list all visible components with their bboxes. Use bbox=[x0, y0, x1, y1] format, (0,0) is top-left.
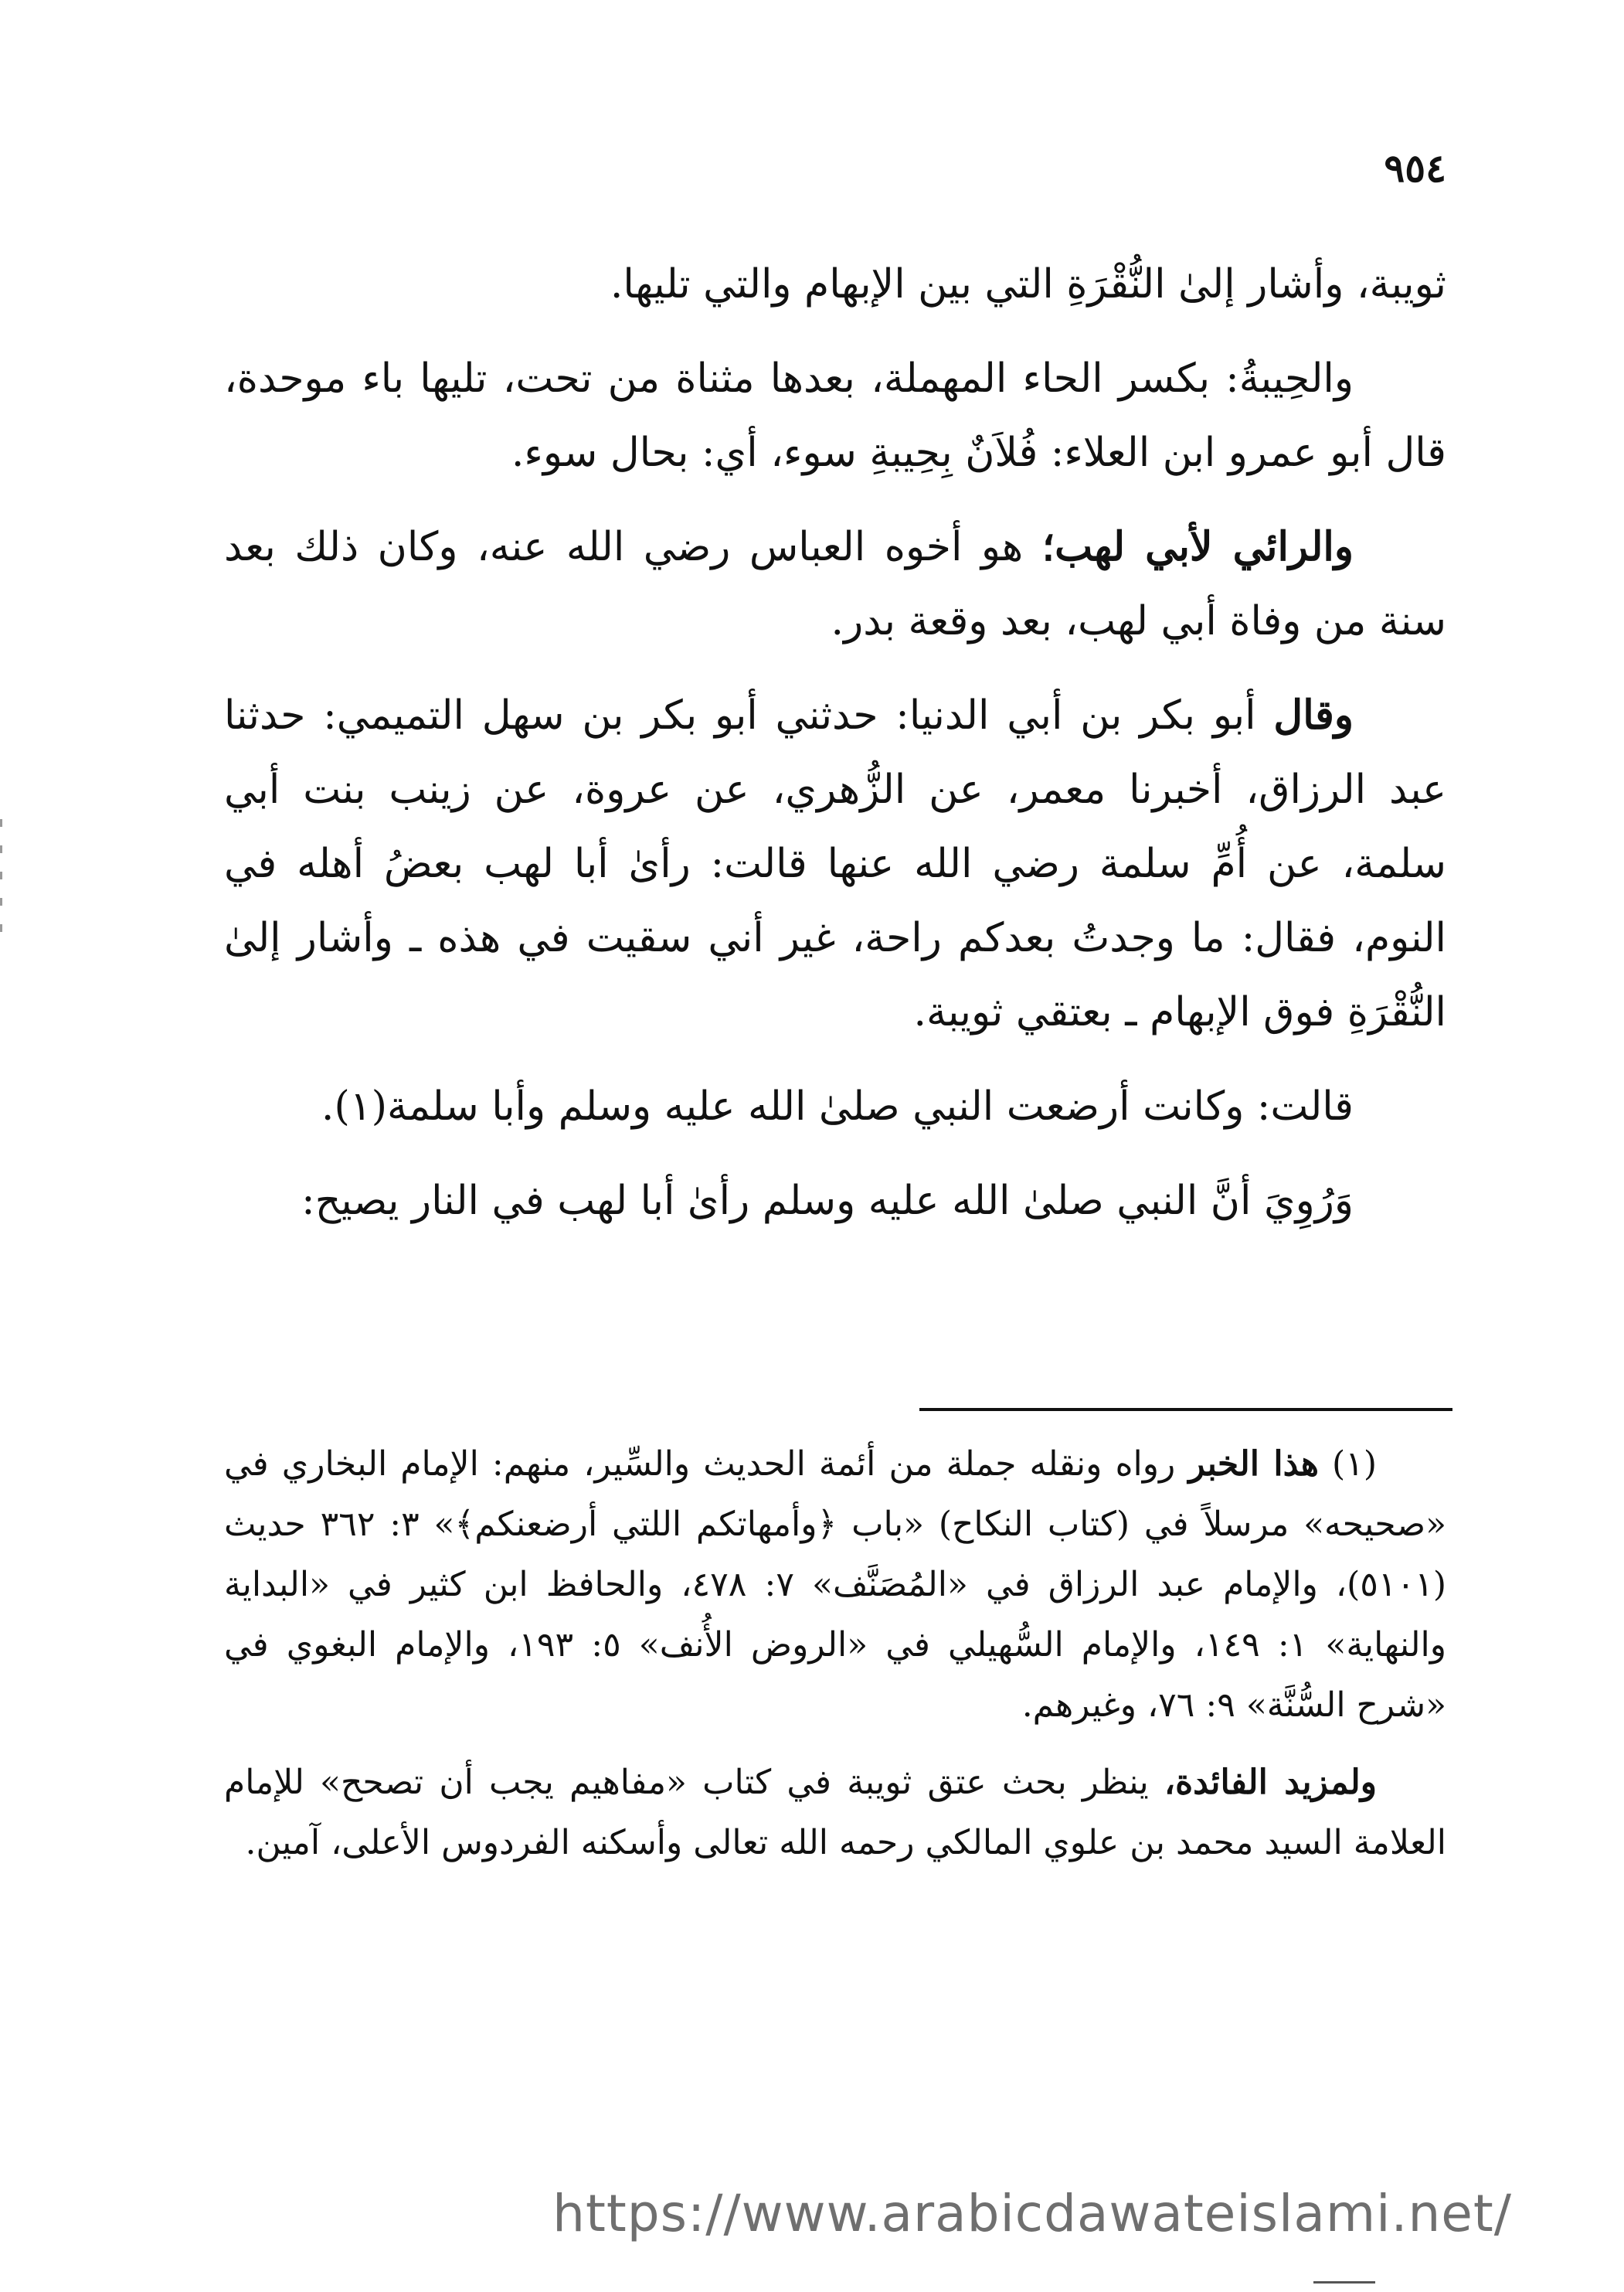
paragraph-text: هو أخوه العباس رضي الله عنه، وكان ذلك بعد سنة من وفاة أبي لهب، بعد وقعة بدر. bbox=[224, 524, 1446, 644]
paragraph bbox=[224, 510, 1446, 658]
footnote-lead: هذا الخبر bbox=[1188, 1444, 1319, 1484]
paragraph bbox=[224, 247, 1446, 321]
footnotes bbox=[224, 1434, 1446, 1890]
bottom-line-mark bbox=[1313, 2281, 1375, 2283]
paragraph-text: أبو بكر بن أبي الدنيا: حدثني أبو بكر بن سهل التميمي: حدثنا عبد الرزاق، أخبرنا معمر، عن الزُّهري، عن عروة، عن زينب بنت أبي سلمة، عن أُمِّ سلمة رضي الله عنها قالت: رأىٰ أبا لهب بعضُ أهله في النوم، فقال: ما وجدتُ بعدكم راحة، غير أني سقيت في هذه ـ وأشار إلىٰ النُّقْرَةِ فوق الإبهام ـ بعتقي ثويبة. bbox=[224, 692, 1446, 1035]
scan-dot bbox=[0, 872, 2, 879]
footnote-text: رواه ونقله جملة من أئمة الحديث والسِّير، منهم: الإمام البخاري في «صحيحه» مرسلاً في (كتاب النكاح) «باب ﴿وأمهاتكم اللتي أرضعنكم﴾» ٣: ٣٦٢ حديث (٥١٠١)، والإمام عبد الرزاق في «المُصَنَّف» ٧: ٤٧٨، والحافظ ابن كثير في «البداية والنهاية» ١: ١٤٩، والإمام السُّهيلي في «الروض الأُنف» ٥: ١٩٣، والإمام البغوي في «شرح السُّنَّة» ٩: ٧٦، وغيرهم. bbox=[224, 1444, 1447, 1725]
footnote bbox=[224, 1434, 1446, 1736]
paragraph bbox=[224, 678, 1446, 1049]
main-text bbox=[224, 247, 1446, 1258]
footnote-separator bbox=[919, 1408, 1452, 1411]
scan-dot bbox=[0, 819, 2, 827]
paragraph bbox=[224, 1069, 1446, 1144]
paragraph-lead: والرائي لأبي لهب؛ bbox=[1041, 523, 1354, 570]
scan-margin-marks bbox=[0, 819, 5, 974]
scan-dot bbox=[0, 924, 2, 932]
watermark-url: https://www.arabicdawateislami.net/ bbox=[552, 2184, 1512, 2243]
scan-dot bbox=[0, 845, 2, 853]
page-number: ٩٥٤ bbox=[1384, 145, 1446, 191]
paragraph-lead: وقال bbox=[1273, 692, 1354, 739]
footnote-marker: (١) bbox=[1332, 1444, 1377, 1484]
paragraph-text: والحِيبةُ: بكسر الحاء المهملة، بعدها مثناة من تحت، تليها باء موحدة، قال أبو عمرو ابن العلاء: فُلاَنٌ بِحِيبةِ سوء، أي: بحال سوء. bbox=[224, 355, 1446, 476]
paragraph bbox=[224, 1164, 1446, 1238]
footnote bbox=[224, 1753, 1446, 1873]
paragraph bbox=[224, 342, 1446, 490]
paragraph-text: وَرُوِيَ أنَّ النبي صلىٰ الله عليه وسلم رأىٰ أبا لهب في النار يصيح: bbox=[301, 1178, 1354, 1224]
scan-dot bbox=[0, 898, 2, 906]
footnote-lead: ولمزيد الفائدة، bbox=[1164, 1763, 1378, 1802]
footnote-text: ينظر بحث عتق ثويبة في كتاب «مفاهيم يجب أن تصحح» للإمام العلامة السيد محمد بن علوي المالكي رحمه الله تعالى وأسكنه الفردوس الأعلى، آمين. bbox=[224, 1763, 1446, 1862]
paragraph-text: ثويبة، وأشار إلىٰ النُّقْرَةِ التي بين الإبهام والتي تليها. bbox=[610, 261, 1446, 308]
paragraph-text: قالت: وكانت أرضعت النبي صلىٰ الله عليه وسلم وأبا سلمة(١). bbox=[321, 1083, 1354, 1130]
